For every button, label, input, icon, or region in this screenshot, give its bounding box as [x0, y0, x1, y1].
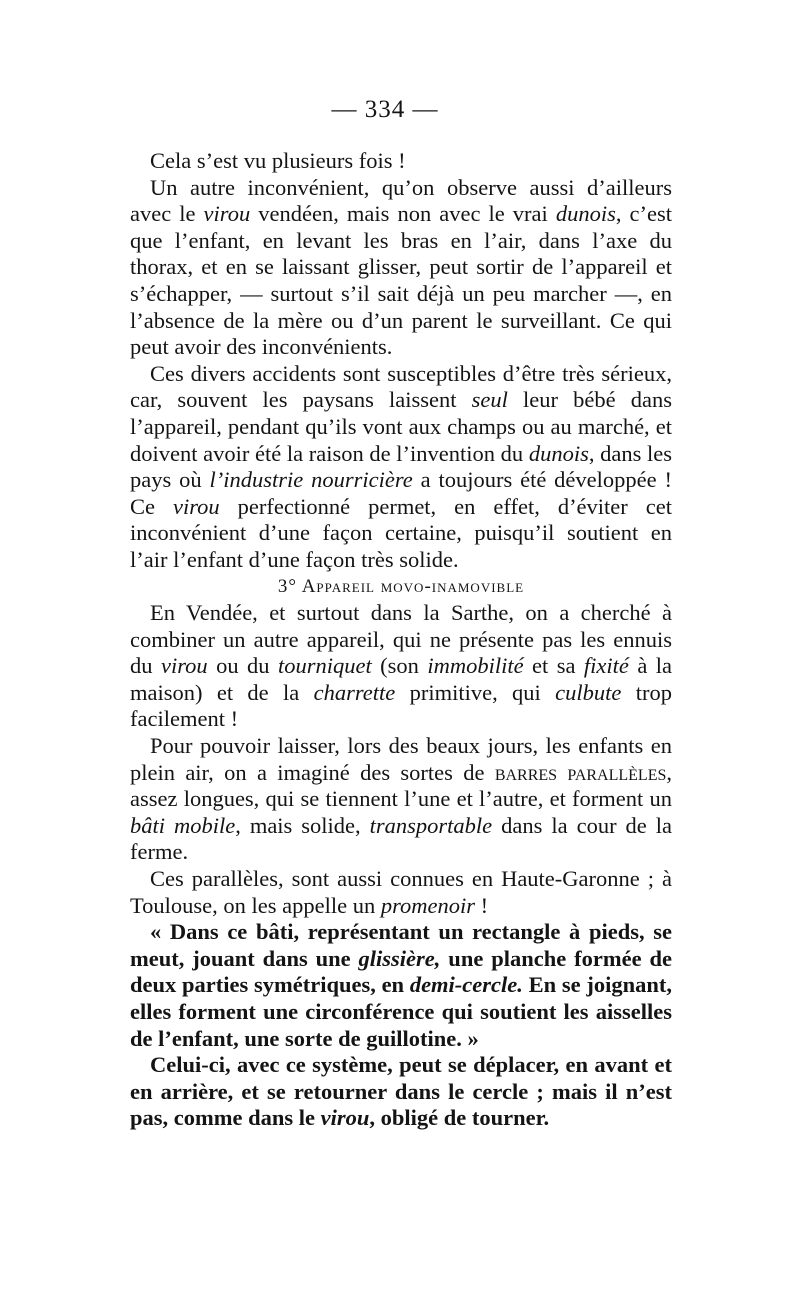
text-run: Ces parallèles, sont aussi connues en Haute-Garonne ; à Toulouse, on les appelle un	[130, 866, 672, 918]
text-run: Pour pouvoir laisser, lors des beaux jours, les enfants en plein air, on a imaginé des sortes de	[130, 733, 672, 785]
text-run: trop facilement !	[130, 679, 672, 732]
italic-term: immobilité	[427, 653, 524, 679]
text-run: , obligé de tourner.	[369, 1105, 550, 1131]
italic-term: dunois	[528, 440, 589, 466]
text-run: primitive, qui	[395, 679, 556, 705]
paragraph-2	[130, 175, 672, 361]
text-run: En Vendée, et surtout dans la Sarthe, on a cherché à combiner un autre appareil, qui ne présente pas les ennuis du	[130, 600, 672, 679]
paragraph-5	[130, 733, 672, 866]
text-run: a toujours été développée ! Ce	[130, 467, 672, 519]
text-run: Cela s’est vu plusieurs fois !	[150, 148, 406, 173]
text-run: à la maison) et de la	[130, 653, 673, 705]
text-run: et sa	[523, 653, 584, 679]
text-run: ou du	[207, 653, 278, 679]
italic-term: seul	[471, 387, 508, 413]
text-run: vendéen, mais non avec le vrai	[250, 201, 556, 227]
paragraph-8	[130, 1052, 672, 1132]
italic-term: virou	[160, 653, 208, 679]
italic-term: dunois	[555, 201, 616, 227]
small-caps-term: barres parallèles	[494, 759, 667, 785]
italic-term: glissière,	[358, 945, 441, 971]
text-run: perfectionné permet, en effet, d’éviter cet inconvénient d’une façon certaine, puisqu’il soutient en l’air l’enfant d’une façon très solide.	[130, 493, 672, 572]
italic-term: charrette	[313, 679, 396, 705]
paragraph-6	[130, 866, 672, 919]
italic-term: demi-cercle.	[409, 972, 523, 998]
text-run: dans la cour de la ferme.	[130, 812, 672, 865]
text-run: (son	[371, 653, 428, 679]
italic-term: culbute	[555, 679, 622, 705]
text-run: !	[475, 892, 489, 918]
paragraph-3	[130, 361, 672, 574]
italic-term: fixité	[583, 653, 629, 679]
text-run: leur bébé dans l’appareil, pendant qu’ils vont aux champs ou au marché, et doivent avoir été la raison de l’invention du	[130, 387, 672, 466]
page-body	[130, 148, 672, 1132]
text-run: une planche formée de deux parties symétriques, en	[130, 945, 672, 998]
section-heading: 3° Appareil movo-inamovible	[277, 575, 525, 597]
text-run: , c’est que l’enfant, en levant les bras en l’air, dans l’axe du thorax, et en se laissant glisser, peut sortir de l’appareil et s’échapper, — surtout s’il sait déjà un peu marcher —, en l’absence de la mère ou d’un parent le surveillant. Ce qui peut avoir des inconvénients.	[130, 201, 672, 360]
text-run: Ces divers accidents sont susceptibles d’être très sérieux, car, souvent les paysans laissent	[130, 360, 672, 413]
italic-term: promenoir	[380, 892, 476, 918]
italic-term: virou	[173, 493, 220, 519]
paragraph-4	[130, 600, 672, 733]
italic-term: l’industrie nourricière	[209, 467, 413, 493]
text-run: , dans les pays où	[130, 440, 672, 493]
paragraph-1	[130, 148, 672, 175]
text-run: « Dans ce bâti, représentant un rectangle à pieds, se meut, jouant dans une	[130, 919, 672, 971]
paragraph-7-quote	[130, 919, 672, 1052]
text-run: , mais solide,	[235, 812, 370, 838]
italic-term: tourniquet	[277, 653, 372, 679]
text-run: , assez longues, qui se tiennent l’une et l’autre, et forment un	[130, 759, 672, 812]
italic-term: virou	[203, 201, 251, 227]
text-run: En se joignant, elles forment une circonférence qui soutient les aisselles de l’enfant, une sorte de guillotine. »	[130, 972, 672, 1051]
italic-term: transportable	[369, 812, 493, 838]
text-run: Celui-ci, avec ce système, peut se déplacer, en avant et en arrière, et se retourner dans le cercle ; mais il n’est pas, comme dans le	[130, 1052, 672, 1131]
page-number: — 334 —	[331, 96, 439, 123]
text-run: Un autre inconvénient, qu’on observe aussi d’ailleurs avec le	[130, 174, 672, 227]
italic-term: virou	[320, 1105, 370, 1131]
italic-term: bâti mobile	[130, 812, 236, 838]
